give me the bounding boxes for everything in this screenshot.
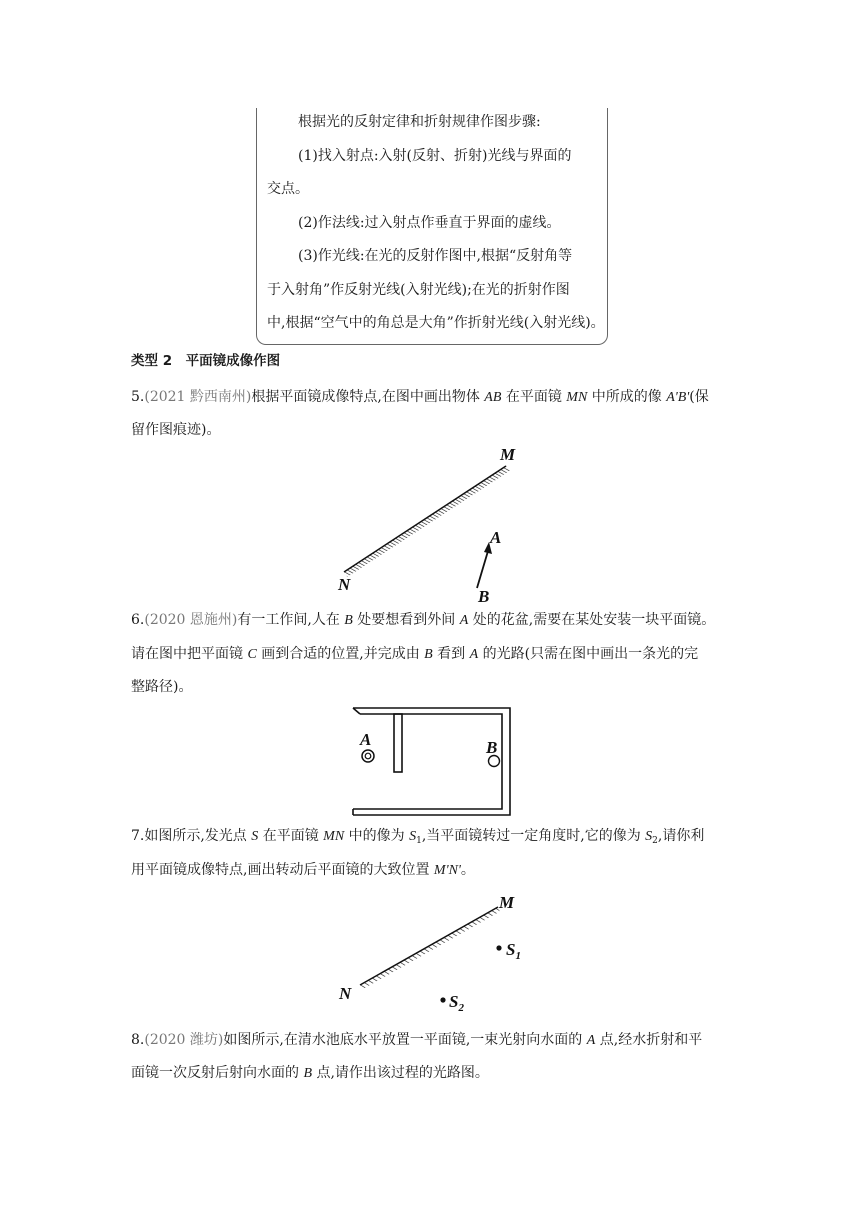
q6-line-1 — [131, 610, 715, 631]
q5-text: 根据平面镜成像特点,在图中画出物体 — [251, 389, 485, 405]
q7-text: 。 — [460, 862, 475, 878]
note-line-4: (2)作法线:过入射点作垂直于界面的虚线。 — [298, 215, 561, 231]
q7-number: 7. — [131, 828, 145, 844]
q8-line-2 — [131, 1063, 489, 1084]
q6-text: 处要想看到外间 — [352, 612, 460, 628]
q5-text: (保 — [689, 389, 709, 405]
note-line-5: (3)作光线:在光的反射作图中,根据“反射角等 — [298, 248, 573, 264]
q7-text: 中的像为 — [344, 828, 410, 844]
q6-text: 有一工作间,人在 — [237, 612, 345, 628]
q6-person-b — [489, 756, 500, 767]
q7-line-1 — [131, 826, 704, 851]
q6-text: 请在图中把平面镜 — [131, 646, 248, 662]
q6-text: 处的花盆,需要在某处安装一块平面镜。 — [468, 612, 716, 628]
q5-label-m: M — [500, 445, 516, 464]
q7-subscript: 2 — [652, 836, 658, 846]
q6-flowerpot — [362, 750, 374, 762]
q6-var: A — [469, 647, 479, 662]
q6-room-walls — [353, 708, 510, 815]
q6-text: 看到 — [432, 646, 470, 662]
q6-var: B — [344, 613, 353, 628]
q7-figure — [330, 885, 540, 1015]
q5-label-b: B — [478, 587, 490, 606]
q6-line-2 — [131, 644, 698, 665]
q7-mirror-mn — [360, 907, 500, 989]
q5-var: A'B' — [666, 390, 690, 405]
q6-var: B — [424, 647, 433, 662]
q5-line-1 — [131, 387, 709, 408]
q7-text: 如图所示,发光点 — [144, 828, 252, 844]
q7-text: 用平面镜成像特点,画出转动后平面镜的大致位置 — [131, 862, 434, 878]
q8-text: 点,请作出该过程的光路图。 — [312, 1065, 489, 1081]
q6-text: 画到合适的位置,并完成由 — [256, 646, 425, 662]
note-line-3: 交点。 — [267, 181, 309, 197]
q5-number: 5. — [131, 389, 145, 405]
q8-text: 面镜一次反射后射向水面的 — [131, 1065, 304, 1081]
q6-number: 6. — [131, 612, 145, 628]
note-line-7: 中,根据“空气中的角总是大角”作折射光线(入射光线)。 — [267, 315, 605, 331]
q5-figure — [330, 440, 530, 610]
q7-var: S — [251, 829, 259, 844]
q5-var: MN — [566, 390, 588, 405]
q8-var: B — [303, 1066, 313, 1081]
q5-line-2: 留作图痕迹)。 — [131, 422, 221, 438]
q7-point-s1 — [496, 945, 501, 950]
q7-text: 在平面镜 — [258, 828, 324, 844]
q5-var: AB — [484, 390, 502, 405]
note-line-6: 于入射角”作反射光线(入射光线);在光的折射作图 — [267, 282, 570, 298]
q7-label-n: N — [339, 984, 352, 1003]
q7-subscript: 1 — [416, 836, 422, 846]
q5-text: 在平面镜 — [501, 389, 567, 405]
q7-line-2 — [131, 860, 475, 881]
q7-label-m: M — [499, 893, 515, 912]
q8-source: (2020 潍坊) — [144, 1032, 224, 1048]
q7-var: S — [645, 829, 653, 844]
q7-text: ,当平面镜转过一定角度时,它的像为 — [421, 828, 646, 844]
note-line-1: 根据光的反射定律和折射规律作图步骤: — [298, 114, 541, 130]
q5-label-n: N — [338, 575, 351, 594]
q5-object-ab — [477, 542, 492, 588]
q6-var: A — [459, 613, 469, 628]
q6-var: C — [247, 647, 257, 662]
section-heading: 类型 2 平面镜成像作图 — [131, 353, 281, 369]
q8-number: 8. — [131, 1032, 145, 1048]
q5-source: (2021 黔西南州) — [144, 389, 252, 405]
q8-var: A — [586, 1033, 596, 1048]
q8-text: 点,经水折射和平 — [595, 1032, 703, 1048]
q7-var: MN — [323, 829, 345, 844]
q7-label-s1: $S_1$ — [506, 940, 521, 962]
q8-line-1 — [131, 1030, 702, 1051]
q7-var: M'N' — [433, 863, 461, 878]
q7-point-s2 — [440, 997, 445, 1002]
q5-text: 中所成的像 — [587, 389, 667, 405]
q6-line-3: 整路径)。 — [131, 679, 193, 695]
q6-figure — [345, 700, 525, 825]
q8-text: 如图所示,在清水池底水平放置一平面镜,一束光射向水面的 — [223, 1032, 587, 1048]
q7-var: S — [409, 829, 417, 844]
note-line-2: (1)找入射点:入射(反射、折射)光线与界面的 — [298, 148, 572, 164]
q7-text: ,请你利 — [657, 828, 705, 844]
q7-label-s2: $S_2$ — [449, 992, 464, 1014]
q6-label-b: B — [486, 738, 498, 757]
q6-source: (2020 恩施州) — [144, 612, 238, 628]
q6-text: 的光路(只需在图中画出一条光的完 — [478, 646, 699, 662]
q5-label-a: A — [490, 528, 502, 547]
q6-label-a: A — [360, 730, 372, 749]
